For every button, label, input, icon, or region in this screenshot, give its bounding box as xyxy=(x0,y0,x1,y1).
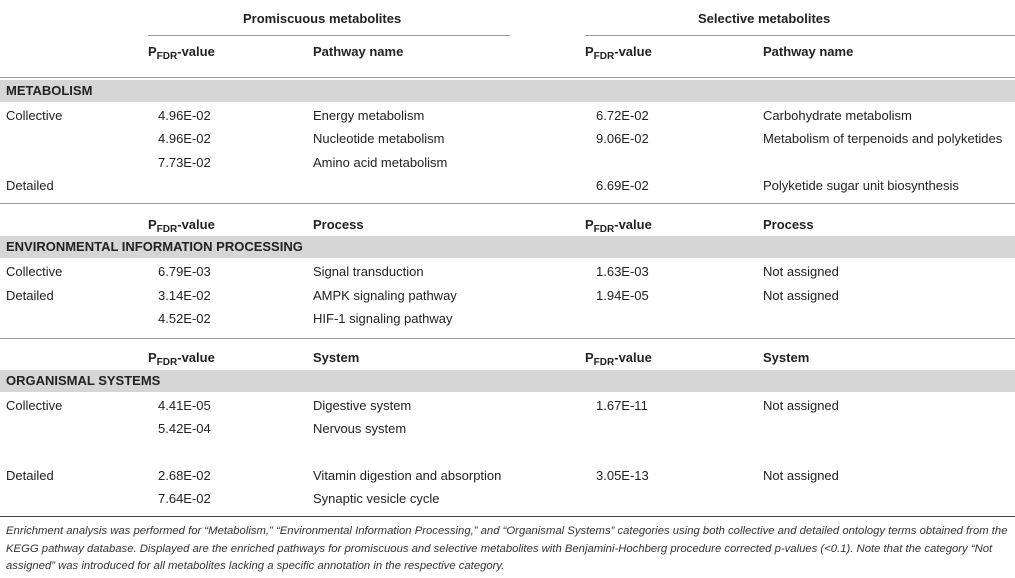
col-header-pfdr-right: $P_{FDR}$-value xyxy=(585,217,652,235)
col-header-pfdr-right: $P_{FDR}$-value xyxy=(585,44,652,62)
col-header-pfdr-left: $P_{FDR}$-value xyxy=(148,44,215,62)
divider xyxy=(0,338,1015,339)
group-underline-right xyxy=(585,35,1015,36)
col-header-name-left: System xyxy=(313,350,360,365)
col-header-pfdr-left: $P_{FDR}$-value xyxy=(148,350,215,368)
col-header-name-right: Pathway name xyxy=(763,44,854,59)
section-band-organismal: ORGANISMAL SYSTEMS xyxy=(0,370,1015,392)
col-header-name-right: Process xyxy=(763,217,814,232)
table-footnote: Enrichment analysis was performed for “Metabolism,” “Environmental Information Processing,” and “Organismal Systems” categories using both collective and detailed ontology terms obtained from the KEGG pathway database. Displayed are the enriched pathways for promiscuous and selective metabolites with Benjamini-Hochberg procedure corrected p-values (<0.1). Note that the category “Not assigned” was introduced for all metabolites lacking a specific annotation in the respective category. xyxy=(6,525,1008,572)
group-header-promiscuous: Promiscuous metabolites xyxy=(243,11,402,26)
group-header-selective: Selective metabolites xyxy=(698,11,831,26)
col-header-name-left: Pathway name xyxy=(313,44,404,59)
divider xyxy=(0,77,1015,78)
table-bottom-rule xyxy=(0,516,1015,517)
divider xyxy=(0,203,1015,204)
col-header-pfdr-right: $P_{FDR}$-value xyxy=(585,350,652,368)
group-underline-left xyxy=(148,35,510,36)
section-band-environmental: ENVIRONMENTAL INFORMATION PROCESSING xyxy=(0,236,1015,258)
col-header-name-left: Process xyxy=(313,217,364,232)
col-header-name-right: System xyxy=(763,350,810,365)
section-band-metabolism: METABOLISM xyxy=(0,80,1015,102)
col-header-pfdr-left: $P_{FDR}$-value xyxy=(148,217,215,235)
